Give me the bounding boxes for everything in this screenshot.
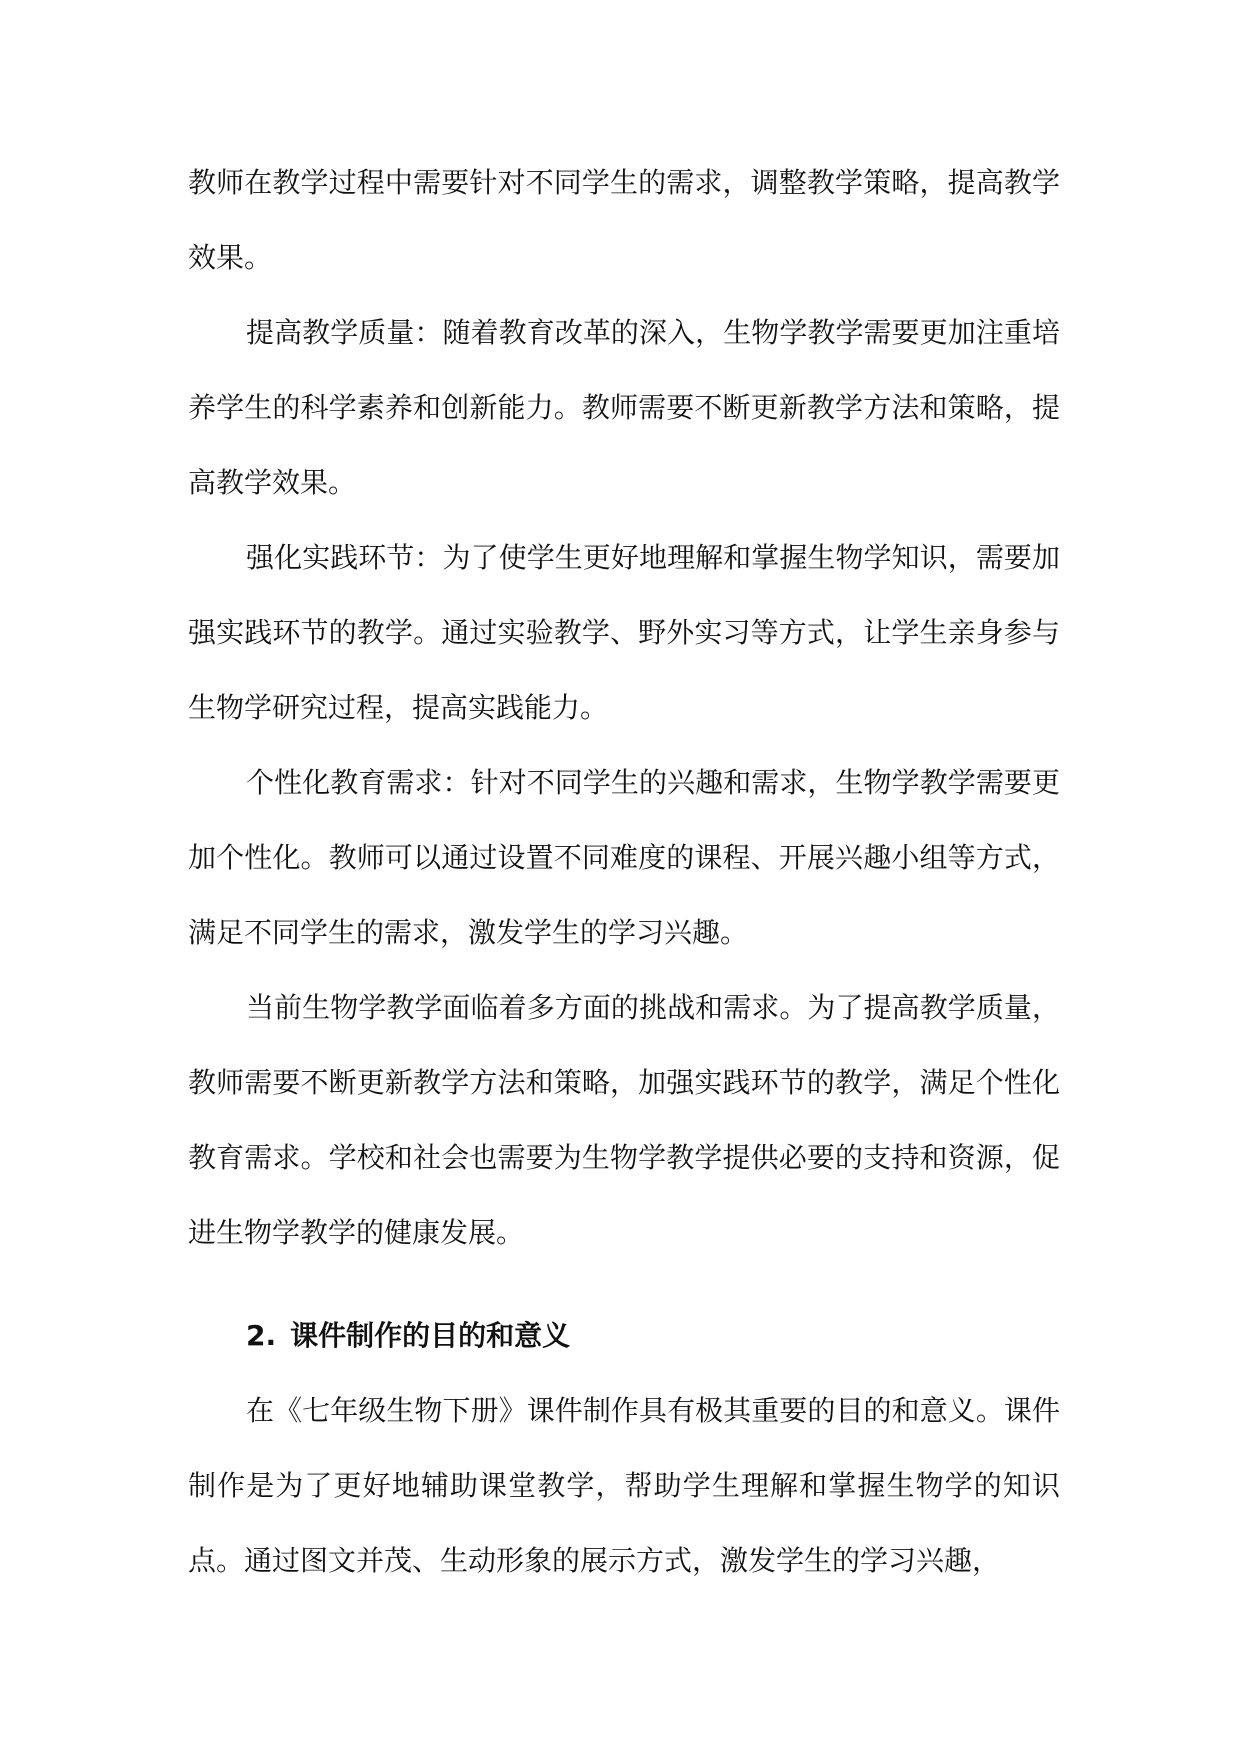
section-title: 课件制作的目的和意义 [290,1319,571,1352]
paragraph-summary: 当前生物学教学面临着多方面的挑战和需求。为了提高教学质量，教师需要不断更新教学方法和策略，加强实践环节的教学，满足个性化教育需求。学校和社会也需要为生物学教学提供必要的支持和资源，促进生物学教学的健康发展。 [188,991,1060,1249]
document-body [188,145,1060,1598]
paragraph-continued: 教师在教学过程中需要针对不同学生的需求，调整教学策略，提高教学效果。 [188,166,1060,274]
paragraph-teaching-quality: 提高教学质量：随着教育改革的深入，生物学教学需要更加注重培养学生的科学素养和创新能力。教师需要不断更新教学方法和策略，提高教学效果。 [188,316,1060,499]
paragraph-courseware-purpose: 在《七年级生物下册》课件制作具有极其重要的目的和意义。课件制作是为了更好地辅助课堂教学，帮助学生理解和掌握生物学的知识点。通过图文并茂、生动形象的展示方式，激发学生的学习兴趣， [188,1394,1060,1577]
section-heading [188,1298,1060,1373]
section-number: 2. [246,1319,277,1352]
paragraph-personalized: 个性化教育需求：针对不同学生的兴趣和需求，生物学教学需要更加个性化。教师可以通过设置不同难度的课程、开展兴趣小组等方式，满足不同学生的需求，激发学生的学习兴趣。 [188,766,1060,949]
paragraph-practice: 强化实践环节：为了使学生更好地理解和掌握生物学知识，需要加强实践环节的教学。通过实验教学、野外实习等方式，让学生亲身参与生物学研究过程，提高实践能力。 [188,541,1060,724]
